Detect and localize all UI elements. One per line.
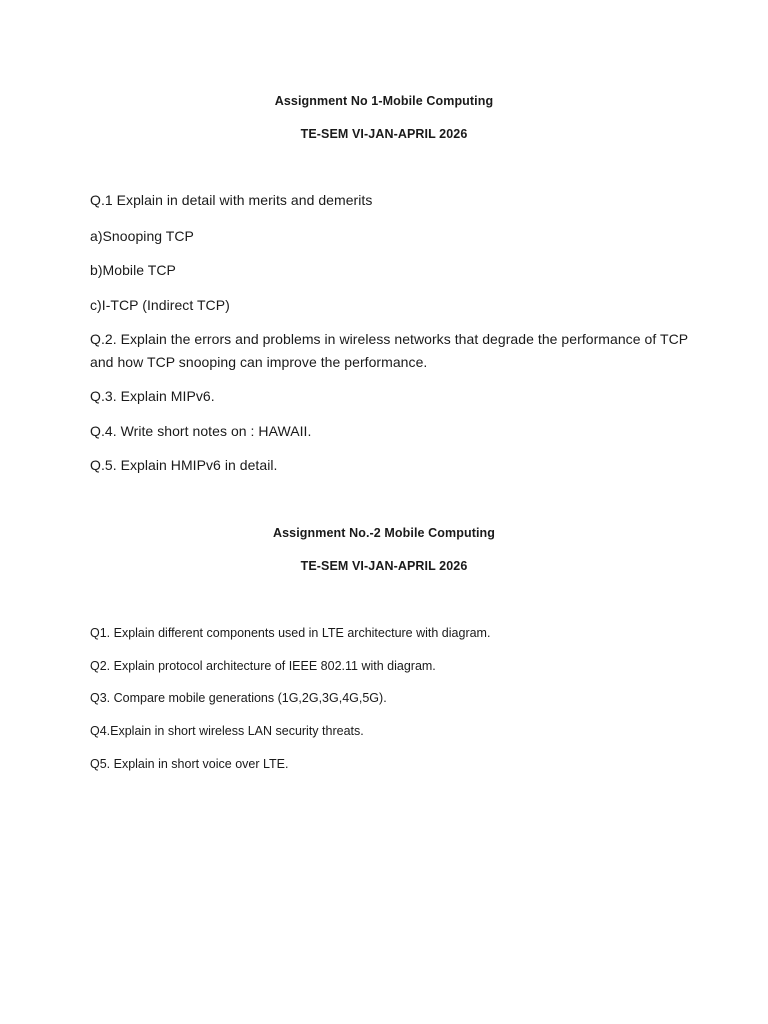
assignment2-question-2: Q2. Explain protocol architecture of IEEE 802.11 with diagram. [90,659,436,673]
question-3: Q.3. Explain MIPv6. [90,388,215,404]
assignment2-question-1: Q1. Explain different components used in LTE architecture with diagram. [90,626,491,640]
question-5: Q.5. Explain HMIPv6 in detail. [90,457,278,473]
question-1: Q.1 Explain in detail with merits and demerits [90,192,373,208]
assignment1-title: Assignment No 1-Mobile Computing [274,94,494,108]
assignment1-subtitle: TE-SEM VI-JAN-APRIL 2026 [300,127,468,141]
question-4: Q.4. Write short notes on : HAWAII. [90,423,312,439]
assignment2-question-4: Q4.Explain in short wireless LAN security threats. [90,724,364,738]
question-1-part-a: a)Snooping TCP [90,228,194,244]
question-1-part-c: c)I-TCP (Indirect TCP) [90,297,230,313]
assignment2-question-5: Q5. Explain in short voice over LTE. [90,757,289,771]
question-1-part-b: b)Mobile TCP [90,262,176,278]
question-2-line-2: and how TCP snooping can improve the performance. [90,354,428,370]
assignment2-question-3: Q3. Compare mobile generations (1G,2G,3G,4G,5G). [90,691,387,705]
assignment2-subtitle: TE-SEM VI-JAN-APRIL 2026 [300,559,468,573]
assignment2-title: Assignment No.-2 Mobile Computing [272,526,496,540]
question-2-line-1: Q.2. Explain the errors and problems in wireless networks that degrade the performance of TCP [90,331,689,347]
